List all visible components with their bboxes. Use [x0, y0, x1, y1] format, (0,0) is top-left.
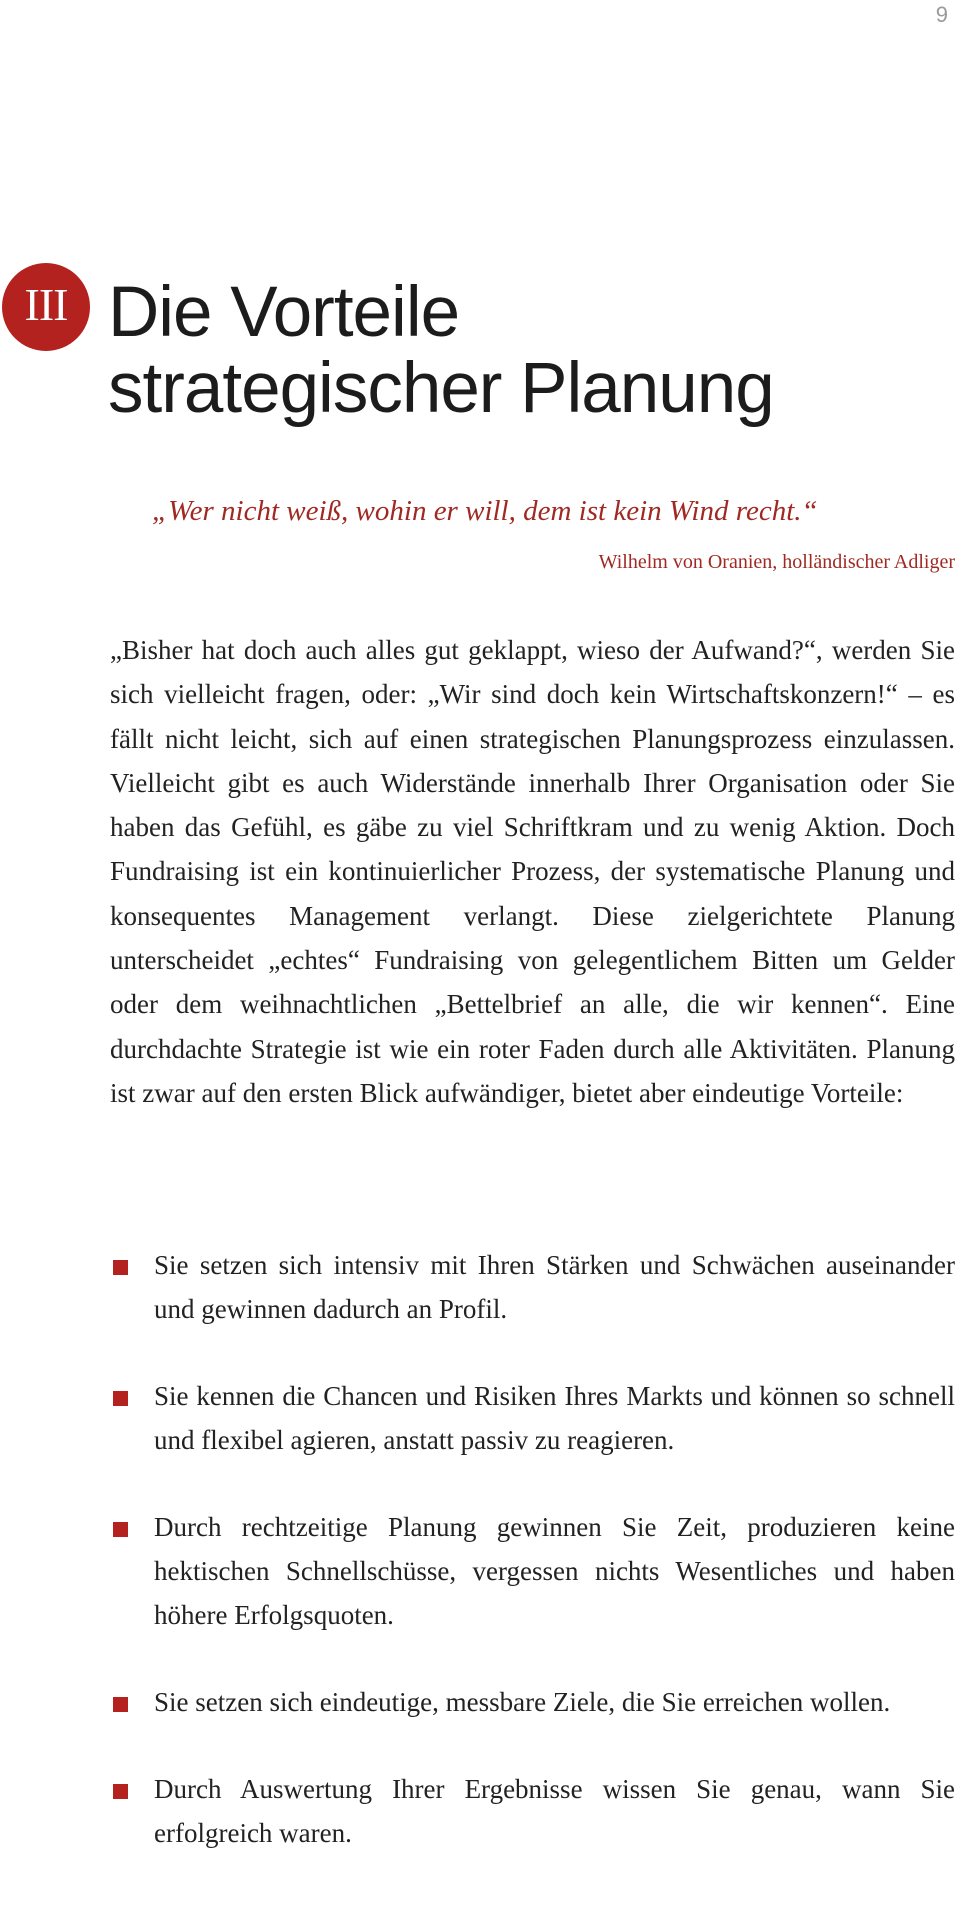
- chapter-title-line-2: strategischer Planung: [108, 349, 774, 428]
- square-bullet-icon: [113, 1522, 128, 1537]
- epigraph-attribution: Wilhelm von Oranien, holländischer Adliger: [598, 551, 955, 573]
- list-item: [110, 1374, 955, 1462]
- body-paragraph: „Bisher hat doch auch alles gut geklappt, wieso der Aufwand?“, werden Sie sich vielleicht fragen, oder: „Wir sind doch kein Wirtschaftskonzern!“ – es fällt nicht leicht, sich auf einen strategischen Planungsprozess einzulassen. Vielleicht gibt es auch Widerstände innerhalb Ihrer Organisation oder Sie haben das Gefühl, es gäbe zu viel Schriftkram und zu wenig Aktion. Doch Fundraising ist ein kontinuierlicher Prozess, der systematische Planung und konsequentes Management verlangt. Diese zielgerichtete Planung unterscheidet „echtes“ Fundraising von gelegentlichem Bitten um Gelder oder dem weihnachtlichen „Bettelbrief an alle, die wir kennen“. Eine durchdachte Strategie ist wie ein roter Faden durch alle Aktivitäten. Planung ist zwar auf den ersten Blick aufwändiger, bietet aber eindeutige Vorteile:: [110, 635, 955, 1108]
- list-item-text: Sie kennen die Chancen und Risiken Ihres Markts und können so schnell und flexibel agieren, anstatt passiv zu reagieren.: [154, 1381, 955, 1455]
- list-item-text: Durch Auswertung Ihrer Ergebnisse wissen Sie genau, wann Sie erfolgreich waren.: [154, 1774, 955, 1848]
- chapter-title: [108, 275, 774, 427]
- list-item-text: Durch rechtzeitige Planung gewinnen Sie Zeit, produzieren keine hektischen Schnellschüsse, vergessen nichts Wesentliches und haben höhere Erfolgsquoten.: [154, 1512, 955, 1630]
- chapter-title-line-1: Die Vorteile: [108, 273, 460, 352]
- chapter-number-badge: [2, 263, 90, 351]
- page-number: 9: [935, 2, 948, 27]
- list-item: [110, 1505, 955, 1637]
- square-bullet-icon: [113, 1697, 128, 1712]
- list-item: [110, 1243, 955, 1331]
- square-bullet-icon: [113, 1391, 128, 1406]
- list-item: [110, 1680, 955, 1724]
- epigraph-quote: „Wer nicht weiß, wohin er will, dem ist kein Wind recht.“: [152, 495, 818, 527]
- list-item-text: Sie setzen sich eindeutige, messbare Ziele, die Sie erreichen wollen.: [154, 1687, 891, 1717]
- list-item-text: Sie setzen sich intensiv mit Ihren Stärken und Schwächen auseinander und gewinnen dadurch an Profil.: [154, 1250, 955, 1324]
- advantages-list: [110, 1243, 955, 1855]
- chapter-numeral: III: [24, 278, 68, 330]
- square-bullet-icon: [113, 1784, 128, 1799]
- list-item: [110, 1767, 955, 1855]
- square-bullet-icon: [113, 1260, 128, 1275]
